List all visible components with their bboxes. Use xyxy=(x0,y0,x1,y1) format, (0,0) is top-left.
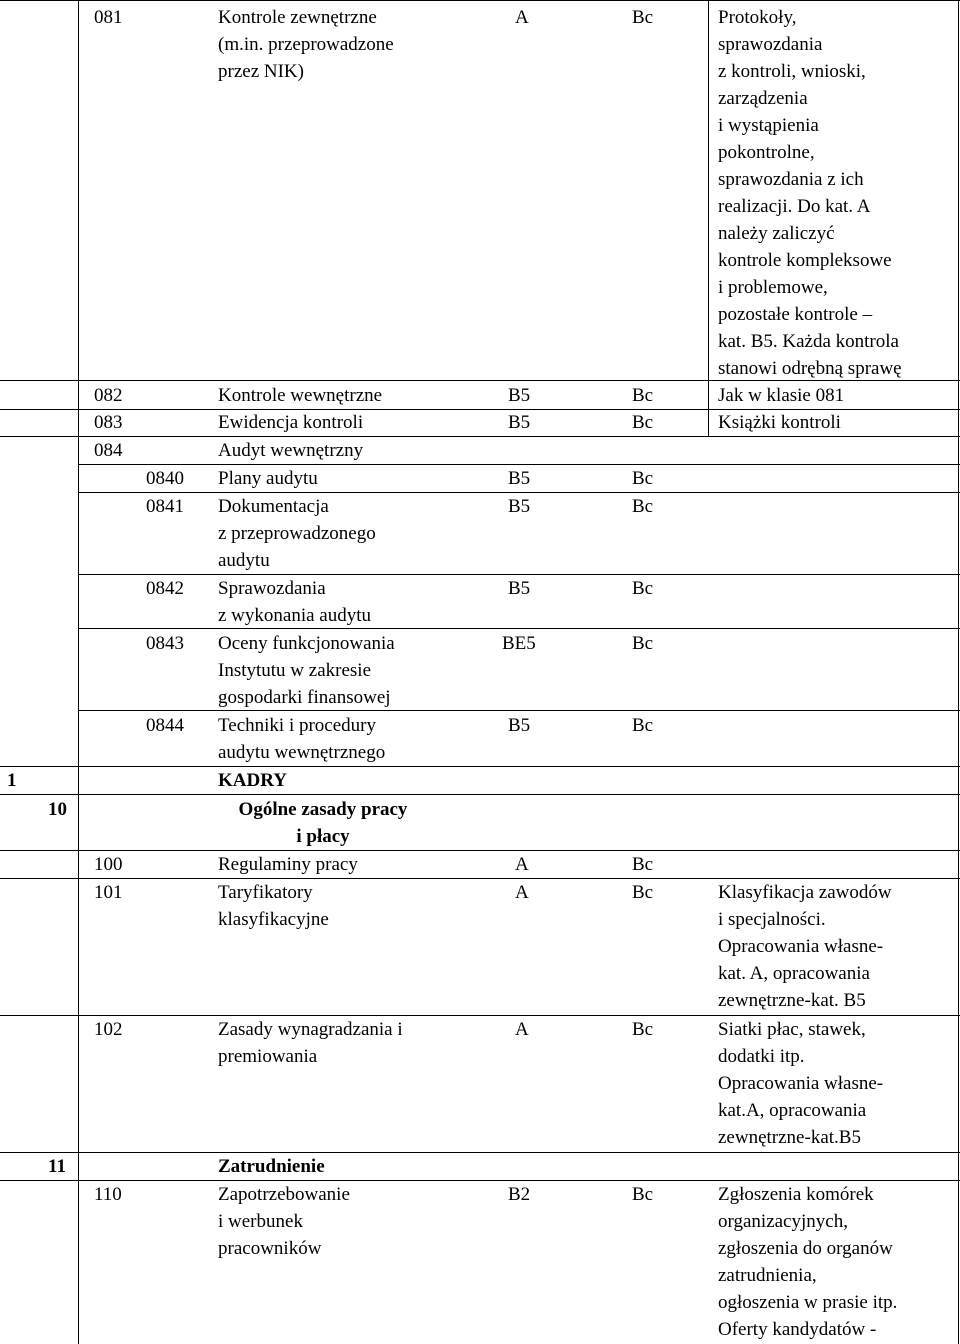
symbol-cell: 0843 xyxy=(146,633,184,654)
category2-cell: Bc xyxy=(632,7,654,28)
note-cell: Książki kontroli xyxy=(718,412,841,433)
category2-cell: Bc xyxy=(632,468,654,489)
table-border xyxy=(708,0,709,380)
symbol-cell: 110 xyxy=(94,1184,122,1205)
category2-cell: Bc xyxy=(632,715,654,736)
category-cell: B5 xyxy=(508,496,531,517)
category-cell: A xyxy=(515,882,529,903)
table-border xyxy=(78,0,79,1344)
name-cell: Audyt wewnętrzny xyxy=(218,440,364,461)
name-cell: Kontrole wewnętrzne xyxy=(218,385,383,406)
symbol-cell: 0844 xyxy=(146,715,184,736)
note-cell: Zgłoszenia komórek organizacyjnych, zgłoszenia do organów zatrudnienia, ogłoszenia w prasie itp. Oferty kandydatów - xyxy=(718,1184,898,1340)
category2-cell: Bc xyxy=(632,412,654,433)
category-cell: B5 xyxy=(508,578,531,599)
row-divider xyxy=(0,1152,960,1153)
table-border xyxy=(958,0,959,1344)
section-number: 10 xyxy=(48,799,67,820)
category-cell: B5 xyxy=(508,412,531,433)
symbol-cell: 081 xyxy=(94,7,123,28)
category-cell: A xyxy=(515,7,529,28)
category2-cell: Bc xyxy=(632,854,654,875)
note-cell: Klasyfikacja zawodów i specjalności. Opracowania własne- kat. A, opracowania zewnętrzne-kat. B5 xyxy=(718,882,892,1011)
category2-cell: Bc xyxy=(632,496,654,517)
row-divider xyxy=(78,710,960,711)
name-cell: Zapotrzebowanie i werbunek pracowników xyxy=(218,1184,350,1259)
section-title: Ogólne zasady pracy i płacy xyxy=(238,799,408,847)
name-cell: Regulaminy pracy xyxy=(218,854,358,875)
row-divider xyxy=(0,794,960,795)
category-cell: B5 xyxy=(508,468,531,489)
name-cell: Techniki i procedury audytu wewnętrznego xyxy=(218,715,386,763)
category-cell: B2 xyxy=(508,1184,531,1205)
category2-cell: Bc xyxy=(632,1019,654,1040)
name-cell: Taryfikatory klasyfikacyjne xyxy=(218,882,329,930)
section-number: 11 xyxy=(48,1156,66,1177)
name-cell: Dokumentacja z przeprowadzonego audytu xyxy=(218,496,376,571)
name-cell: Oceny funkcjonowania Instytutu w zakresie gospodarki finansowej xyxy=(218,633,395,708)
category-cell: BE5 xyxy=(502,633,536,654)
row-divider xyxy=(0,436,960,437)
category-cell: B5 xyxy=(508,715,531,736)
category2-cell: Bc xyxy=(632,1184,654,1205)
symbol-cell: 083 xyxy=(94,412,123,433)
symbol-cell: 0841 xyxy=(146,496,184,517)
category2-cell: Bc xyxy=(632,882,654,903)
note-cell: Jak w klasie 081 xyxy=(718,385,845,406)
symbol-cell: 0840 xyxy=(146,468,184,489)
section-number: 1 xyxy=(7,770,17,791)
category-cell: A xyxy=(515,854,529,875)
note-cell: Protokoły, sprawozdania z kontroli, wnioski, zarządzenia i wystąpienia pokontrolne, sprawozdania z ich realizacji. Do kat. A należy zaliczyć kontrole kompleksowe i problemowe, pozostałe kontrole – kat. B5. Każda kontrola stanowi odrębną sprawę xyxy=(718,7,902,379)
section-title: KADRY xyxy=(218,770,287,791)
name-cell: Plany audytu xyxy=(218,468,318,489)
row-divider xyxy=(0,0,960,1)
name-cell: Ewidencja kontroli xyxy=(218,412,364,433)
row-divider xyxy=(0,850,960,851)
symbol-cell: 084 xyxy=(94,440,123,461)
table-border xyxy=(708,380,709,436)
category-cell: A xyxy=(515,1019,529,1040)
symbol-cell: 0842 xyxy=(146,578,184,599)
category-cell: B5 xyxy=(508,385,531,406)
row-divider xyxy=(78,628,960,629)
name-cell: Kontrole zewnętrzne (m.in. przeprowadzone przez NIK) xyxy=(218,7,394,82)
symbol-cell: 082 xyxy=(94,385,123,406)
symbol-cell: 102 xyxy=(94,1019,123,1040)
name-cell: Zasady wynagradzania i premiowania xyxy=(218,1019,403,1067)
section-title: Zatrudnienie xyxy=(218,1156,325,1177)
note-cell: Siatki płac, stawek, dodatki itp. Opracowania własne- kat.A, opracowania zewnętrzne-kat.B5 xyxy=(718,1019,884,1148)
category2-cell: Bc xyxy=(632,578,654,599)
category2-cell: Bc xyxy=(632,385,654,406)
name-cell: Sprawozdania z wykonania audytu xyxy=(218,578,372,626)
row-divider xyxy=(0,766,960,767)
category2-cell: Bc xyxy=(632,633,654,654)
symbol-cell: 100 xyxy=(94,854,123,875)
symbol-cell: 101 xyxy=(94,882,123,903)
